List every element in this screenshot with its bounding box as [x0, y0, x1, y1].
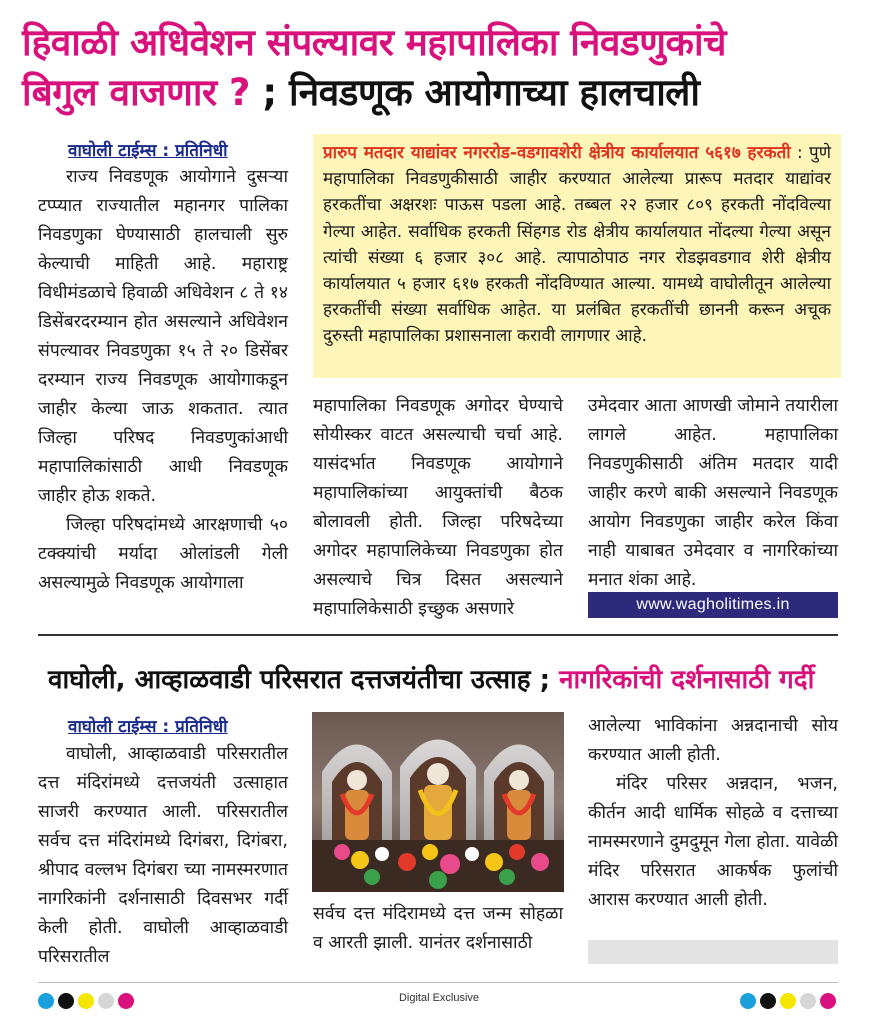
- article-2-col2-text: सर्वच दत्त मंदिरामध्ये दत्त जन्म सोहळा व आरती झाली. यानंतर दर्शनासाठी: [313, 904, 563, 953]
- headline-1-part2: बिगुल वाजणार ?: [22, 71, 250, 114]
- headline-2: [48, 660, 848, 700]
- headline-1-part1: हिवाळी अधिवेशन संपल्यावर महापालिका निवडणुकांचे: [22, 21, 727, 64]
- article-2-col3-paragraph-2: मंदिर परिसर अन्नदान, भजन, कीर्तन आदी धार्मिक सोहळे व दत्ताच्या नामस्मरणाने दुमदुमून गेला होता. यावेळी मंदिर परिसरात आकर्षक फुलांची आरास करण्यात आली होती.: [588, 774, 838, 910]
- article-1-col3-text: उमेदवार आता आणखी जोमाने तयारीला लागले आहेत. महापालिका निवडणुकीसाठी अंतिम मतदार यादी जाहीर करणे बाकी असल्याने निवडणूक आयोग निवडणुका जाहीर करेल किंवा नाही याबाबत उमेदवार व नागरिकांच्या मनात शंका आहे.: [588, 396, 838, 590]
- registration-dot-yellow: [78, 993, 94, 1009]
- registration-dots-right: [740, 993, 836, 1009]
- headline-1-part3: ; निवडणूक आयोगाच्या हालचाली: [249, 71, 700, 114]
- temple-photo: [312, 712, 564, 892]
- registration-dot-magenta: [820, 993, 836, 1009]
- registration-dot-gray: [800, 993, 816, 1009]
- article-2-column-1: [38, 740, 288, 972]
- footer-line: [38, 982, 838, 983]
- highlight-box-text: : पुणे महापालिका निवडणुकीसाठी जाहीर करण्यात आलेल्या प्रारूप मतदार याद्यांवर हरकतींचा अक्षरशः पाऊस पडला आहे. तब्बल २२ हजार ८०९ हरकती नोंदविल्या गेल्या आहेत. सर्वाधिक हरकती सिंहगड रोड क्षेत्रीय कार्यालयात नोंदल्या गेल्या असून त्यांची संख्या ६ हजार ३०८ आहे. त्यापाठोपाठ नगर रोडझवडगाव शेरी क्षेत्रीय कार्यालयात ५ हजार ६१७ हरकती नोंदविण्यात आल्या. यामध्ये वाघोलीतून आलेल्या हरकतींची संख्या सर्वाधिक आहेत. या प्रलंबित हरकतींची छाननी करून अचूक दुरुस्ती महापालिका प्रशासनाला करावी लागणार आहे.: [323, 143, 831, 347]
- highlight-box-title: प्रारुप मतदार याद्यांवर नगररोड-वडगावशेरी क्षेत्रीय कार्यालयात ५६१७ हरकती: [323, 143, 791, 163]
- section-divider: [38, 634, 838, 636]
- headline-2-part3: नागरिकांची दर्शनासाठी गर्दी: [559, 665, 815, 695]
- headline-2-part1: वाघोली, आव्हाळवाडी परिसरात दत्तजयंतीचा उत्साह: [48, 665, 531, 695]
- article-2-col3-paragraph-1: आलेल्या भाविकांना अन्नदानाची सोय करण्यात आली होती.: [588, 716, 838, 765]
- registration-dot-yellow: [780, 993, 796, 1009]
- article-1-column-2: [313, 392, 563, 624]
- registration-dot-black: [58, 993, 74, 1009]
- article-1-col1-paragraph-1: राज्य निवडणूक आयोगाने दुसऱ्या टप्प्यात राज्यातील महानगर पालिका निवडणुका घेण्यासाठी हालचाली सुरु केल्याची माहिती आहे. महाराष्ट्र विधीमंडळाचे हिवाळी अधिवेशन ८ ते १४ डिसेंबरदरम्यान होत असल्याने अधिवेशन संपल्यावर निवडणुका १५ ते २० डिसेंबर दरम्यान राज्य निवडणूक आयोगाकडून जाहीर केल्या जाऊ शकतात. त्यात जिल्हा परिषद निवडणुकांआधी महापालिकांसाठी आधी निवडणूक जाहीर होऊ शकते.: [38, 167, 288, 506]
- highlight-box: [313, 134, 841, 378]
- article-1-col2-text: महापालिका निवडणूक अगोदर घेण्याचे सोयीस्कर वाटत असल्याची चर्चा आहे. यासंदर्भात निवडणूक आयोगाने महापालिकांच्या आयुक्तांची बैठक बोलावली होती. जिल्हा परिषदेच्या अगोदर महापालिकेच्या निवडणुका होत असल्याचे चित्र दिसत असल्याने महापालिकेसाठी इच्छुक असणारे: [313, 396, 563, 619]
- registration-dot-cyan: [740, 993, 756, 1009]
- registration-dot-gray: [98, 993, 114, 1009]
- headline-2-separator: ;: [530, 665, 560, 695]
- footer-label: Digital Exclusive: [398, 992, 480, 1004]
- article-2-col1-text: वाघोली, आव्हाळवाडी परिसरातील दत्त मंदिरांमध्ये दत्तजयंती उत्साहात साजरी करण्यात आली. परिसरातील सर्वच दत्त मंदिरांमध्ये दिगंबरा, दिगंबरा, श्रीपाद वल्लभ दिगंबरा च्या नामस्मरणात नागरिकांनी दर्शनासाठी दिवसभर गर्दी केली होती. वाघोली आव्हाळवाडी परिसरातील: [38, 744, 288, 967]
- temple-idols-image: [312, 712, 564, 892]
- registration-dot-cyan: [38, 993, 54, 1009]
- article-1-byline: वाघोली टाईम्स : प्रतिनिधी: [68, 141, 228, 161]
- headline-1: [22, 18, 862, 118]
- article-2-column-2: [313, 900, 563, 958]
- registration-dot-magenta: [118, 993, 134, 1009]
- registration-dots-left: [38, 993, 134, 1009]
- article-1-column-3: [588, 392, 838, 595]
- registration-dot-black: [760, 993, 776, 1009]
- article-2-column-3: [588, 712, 838, 915]
- article-2-byline: वाघोली टाईम्स : प्रतिनिधी: [68, 717, 228, 737]
- article-1-column-1: [38, 163, 288, 598]
- website-url-bar[interactable]: www.wagholitimes.in: [588, 592, 838, 618]
- gray-footer-bar: [588, 940, 838, 964]
- article-1-col1-paragraph-2: जिल्हा परिषदांमध्ये आरक्षणाची ५० टक्क्यांची मर्यादा ओलांडली गेली असल्यामुळे निवडणूक आयोगाला: [38, 515, 288, 593]
